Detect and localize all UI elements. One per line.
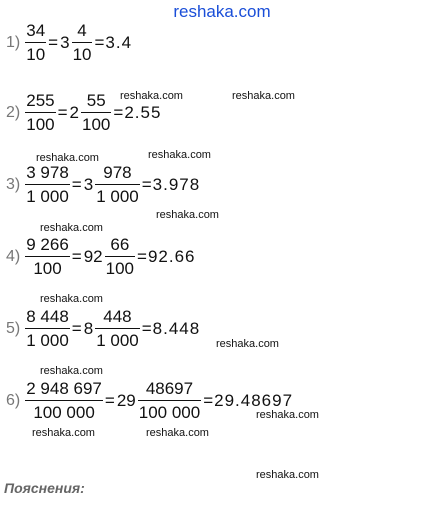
watermark: reshaka.com <box>148 149 211 161</box>
improper-fraction <box>25 308 70 349</box>
explanation-heading: Пояснения: <box>4 480 85 496</box>
watermark: reshaka.com <box>120 90 183 102</box>
mixed-fraction <box>138 380 201 421</box>
problem-5: 5) $\frac{8 448}{1 000}$ = 8 $\frac{448}{1 000}$ = 8.448 <box>6 307 201 350</box>
watermark: reshaka.com <box>32 427 95 439</box>
whole-part: 29 <box>116 390 136 410</box>
mixed-fraction <box>105 236 135 277</box>
improper-fraction <box>25 164 70 205</box>
improper-fraction <box>25 92 55 133</box>
problem-number: 2) <box>6 103 21 121</box>
numerator: 55 <box>86 91 106 110</box>
decimal-result: 92.66 <box>147 246 196 266</box>
problem-4: 4) $\frac{9 266}{100}$ = 92 $\frac{66}{100}$ = 92.66 <box>6 235 196 278</box>
decimal-result: 8.448 <box>152 318 201 338</box>
numerator: 3 978 <box>26 163 69 182</box>
denominator: 1 000 <box>26 187 69 206</box>
watermark: reshaka.com <box>40 222 103 234</box>
problem-6: 6) $\frac{2 948 697}{100 000}$ = 29 $\frac{48697}{100 000}$ = 29.48697 <box>6 379 294 422</box>
denominator: 100 <box>26 115 55 134</box>
numerator: 2 948 697 <box>26 379 102 398</box>
problem-number: 1) <box>6 33 21 51</box>
mixed-fraction <box>95 308 140 349</box>
mixed-fraction <box>81 92 111 133</box>
mixed-fraction <box>95 164 140 205</box>
problem-number: 5) <box>6 319 21 337</box>
decimal-result: 29.48697 <box>214 390 294 410</box>
numerator: 4 <box>77 21 87 40</box>
improper-fraction <box>25 22 46 63</box>
whole-part: 8 <box>83 318 94 338</box>
whole-part: 3 <box>83 174 94 194</box>
watermark: reshaka.com <box>36 152 99 164</box>
watermark: reshaka.com <box>232 90 295 102</box>
mixed-fraction <box>72 22 93 63</box>
improper-fraction <box>25 380 103 421</box>
denominator: 100 <box>105 259 135 278</box>
denominator: 100 000 <box>33 403 95 422</box>
problem-1: 1) $\frac{34}{10}$ = 3 $\frac{4}{10}$ = 3.4 <box>6 21 133 64</box>
site-brand: reshaka.com <box>173 2 271 21</box>
numerator: 8 448 <box>26 307 69 326</box>
watermark: reshaka.com <box>40 293 103 305</box>
problem-number: 3) <box>6 175 21 193</box>
denominator: 10 <box>72 45 92 64</box>
watermark: reshaka.com <box>146 427 209 439</box>
watermark: reshaka.com <box>156 209 219 221</box>
problem-3: 3) $\frac{3 978}{1 000}$ = 3 $\frac{978}{1 000}$ = 3.978 <box>6 163 201 206</box>
numerator: 9 266 <box>26 235 69 254</box>
numerator: 448 <box>103 307 132 326</box>
decimal-result: 3.978 <box>152 174 201 194</box>
problem-number: 4) <box>6 247 21 265</box>
watermark: reshaka.com <box>256 409 319 421</box>
denominator: 1 000 <box>26 331 69 350</box>
watermark: reshaka.com <box>40 365 103 377</box>
watermark: reshaka.com <box>256 469 319 481</box>
whole-part: 2 <box>69 102 80 122</box>
denominator: 100 <box>33 259 62 278</box>
denominator: 10 <box>26 45 46 64</box>
denominator: 100 000 <box>138 403 201 422</box>
numerator: 48697 <box>145 379 194 398</box>
decimal-result: 2.55 <box>124 102 162 122</box>
problem-number: 6) <box>6 391 21 409</box>
watermark: reshaka.com <box>216 338 279 350</box>
denominator: 100 <box>82 115 111 134</box>
denominator: 1 000 <box>96 331 139 350</box>
whole-part: 92 <box>83 246 103 266</box>
numerator: 978 <box>103 163 132 182</box>
denominator: 1 000 <box>96 187 139 206</box>
numerator: 255 <box>26 91 55 110</box>
numerator: 34 <box>26 21 46 40</box>
whole-part: 3 <box>60 32 70 52</box>
numerator: 66 <box>110 235 130 254</box>
decimal-result: 3.4 <box>105 32 133 52</box>
improper-fraction <box>25 236 70 277</box>
problem-2: 2) $\frac{255}{100}$ = 2 $\frac{55}{100}$ = 2.55 <box>6 91 162 134</box>
